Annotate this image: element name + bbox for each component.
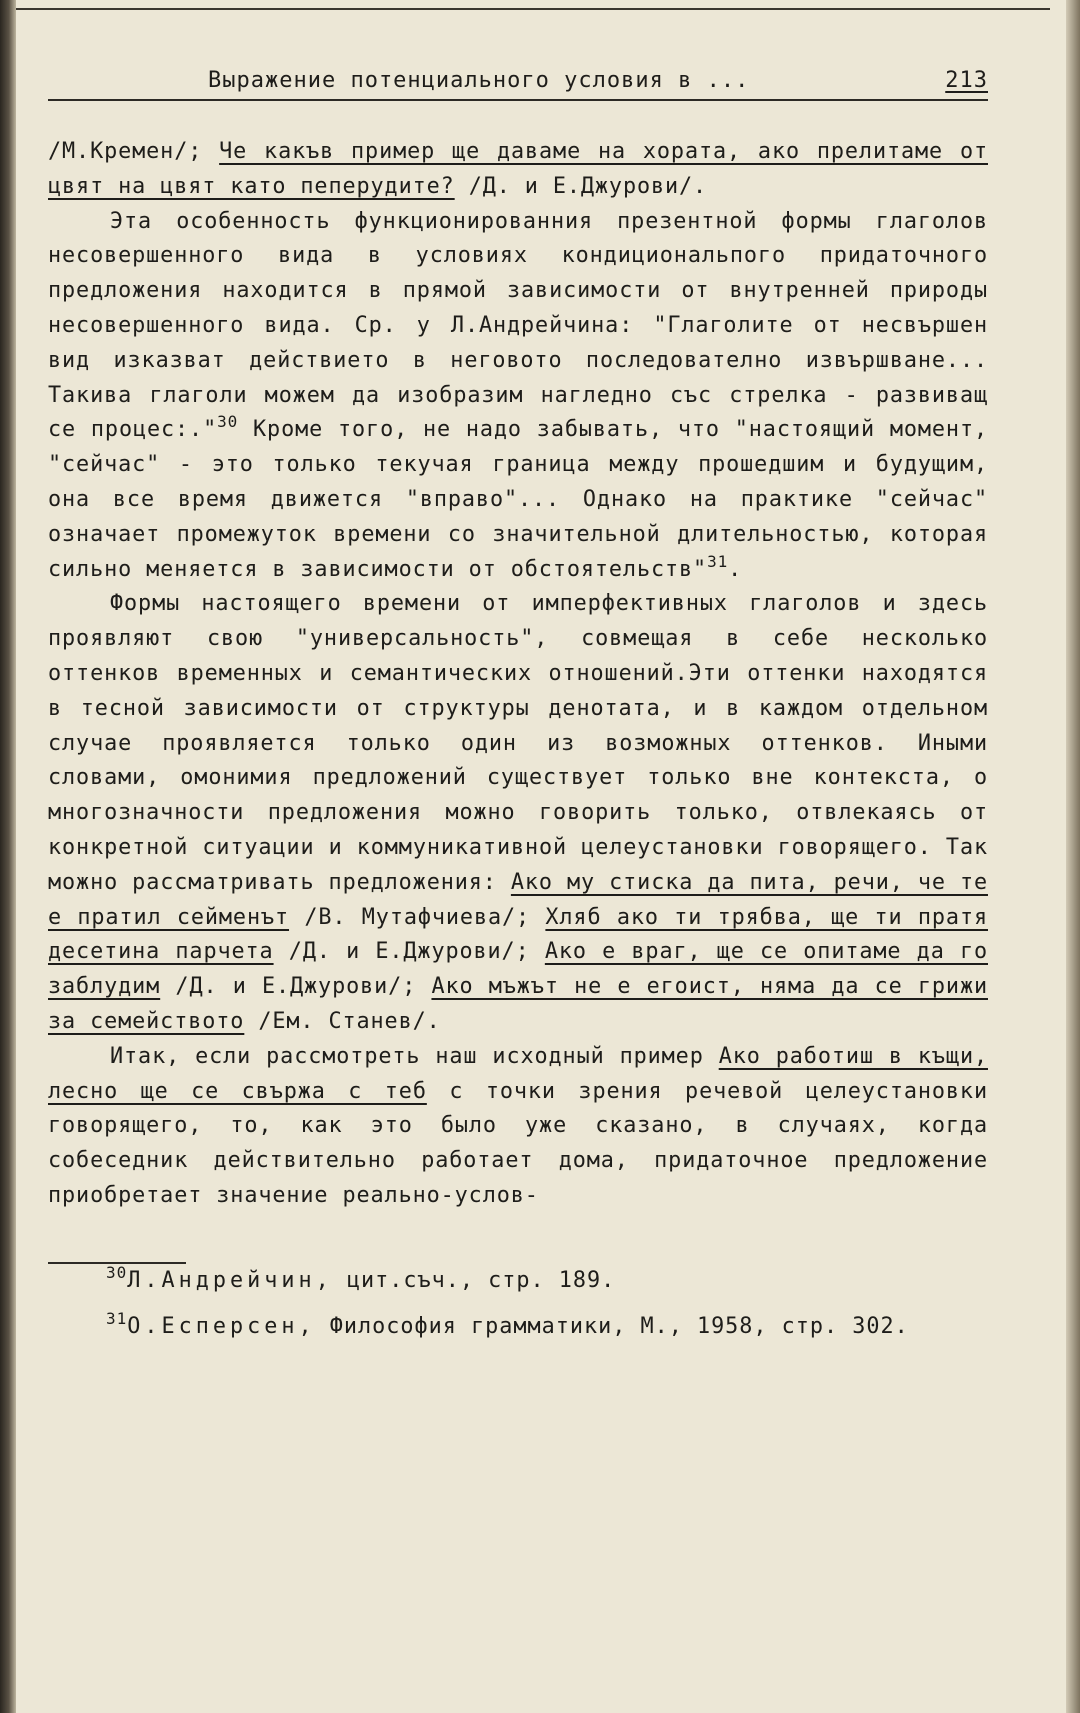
paragraph-4 (48, 1040, 988, 1214)
running-header (48, 60, 988, 101)
underlined-example: Хляб ако ти трябва, ще ти пратя десетина парчета (48, 904, 988, 965)
underlined-example: Ако работиш в къщи, лесно ще се свържа с теб (48, 1043, 988, 1104)
paragraph-1 (48, 135, 988, 205)
footnote-ref-31: 31 (707, 551, 729, 571)
text-run: Формы настоящего времени от имперфективных глаголов и здесь проявляют свою "универсальность", совмещая в себе несколько оттенков временных и семантических отношений.Эти оттенки находятся в тесной зависимости от структуры денотата, и в каждом отдельном случае проявляется только один из возможных оттенков. Иными словами, омонимия предложений существует только вне контекста, о многозначности предложения можно говорить только, отвлекаясь от конкретной ситуации и коммуникативной целеустановки говорящего. Так можно рассматривать предложения: (48, 591, 988, 895)
page-number: 213 (945, 68, 988, 93)
scan-binding-shadow (0, 0, 16, 1713)
text-run: Кроме того, не надо забывать, что "настоящий момент, "сейчас" - это только текучая граница между прошедшим и будущим, она все время движется "вправо"... Однако на практике "сейчас" означает промежуток времени со значительной длительностью, которая сильно меняется в зависимости от обстоятельств" (48, 417, 988, 582)
text-run: /Д. и Е.Джурови/. (454, 173, 708, 199)
text-run: Итак, если рассмотреть наш исходный пример (110, 1043, 719, 1069)
text-run: с точки зрения речевой целеустановки говорящего, то, как это было уже сказано, в случаях, когда собеседник действительно работает дома, придаточное предложение приобретает значение реально-услов- (48, 1078, 988, 1208)
underlined-example: Ако е враг, ще се опитаме да го заблудим (48, 939, 988, 1000)
text-run: Эта особенность функционированния презентной формы глаголов несовершенного вида в условиях кондициональпого придаточного предложения находится в прямой зависимости от внутренней природы несовершенного вида. Ср. у Л.Андрейчина: "Глаголите от несвършен вид изказват действието в неговото последователно извършване... Такива глаголи можем да изобразим нагледно със стрелка - развиващ се процес:." (48, 208, 988, 443)
running-title: Выражение потенциального условия в ... (208, 68, 750, 93)
text-run: /Д. и Е.Джурови/; (273, 939, 545, 965)
text-run: /Д. и Е.Джурови/; (160, 974, 432, 1000)
footnotes (48, 1264, 988, 1344)
paragraph-2 (48, 205, 988, 588)
underlined-example: Ако мъжът не е егоист, няма да се грижи за семейството (48, 974, 988, 1034)
footnote-mark: 30 (106, 1262, 128, 1282)
text-run: /М.Кремен/; (48, 139, 220, 164)
footnote-30 (48, 1264, 988, 1298)
footnote-author: О.Есперсен, (127, 1313, 316, 1339)
footnote-text: Философия грамматики, М., 1958, стр. 302. (315, 1313, 909, 1339)
footnote-author: Л.Андрейчин, (127, 1267, 333, 1293)
scan-edge-shadow (1066, 0, 1080, 1713)
footnote-mark: 31 (106, 1308, 128, 1328)
footnote-text: цит.съч., стр. 189. (332, 1267, 616, 1293)
text-run: /Ем. Станев/. (244, 1008, 441, 1034)
underlined-example: Че какъв пример ще даваме на хората, ако прелитаме от цвят на цвят като пеперудите? (48, 139, 988, 199)
footnote-ref-30: 30 (217, 412, 239, 432)
scan-top-edge (16, 8, 1050, 10)
paragraph-3 (48, 587, 988, 1039)
book-page (48, 60, 988, 1344)
main-text (48, 135, 988, 1214)
text-run: /В. Мутафчиева/; (289, 904, 546, 930)
footnote-31 (48, 1310, 988, 1344)
underlined-example: Ако му стиска да пита, речи, че те е пратил сейменът (48, 869, 988, 930)
text-run: . (728, 556, 743, 582)
